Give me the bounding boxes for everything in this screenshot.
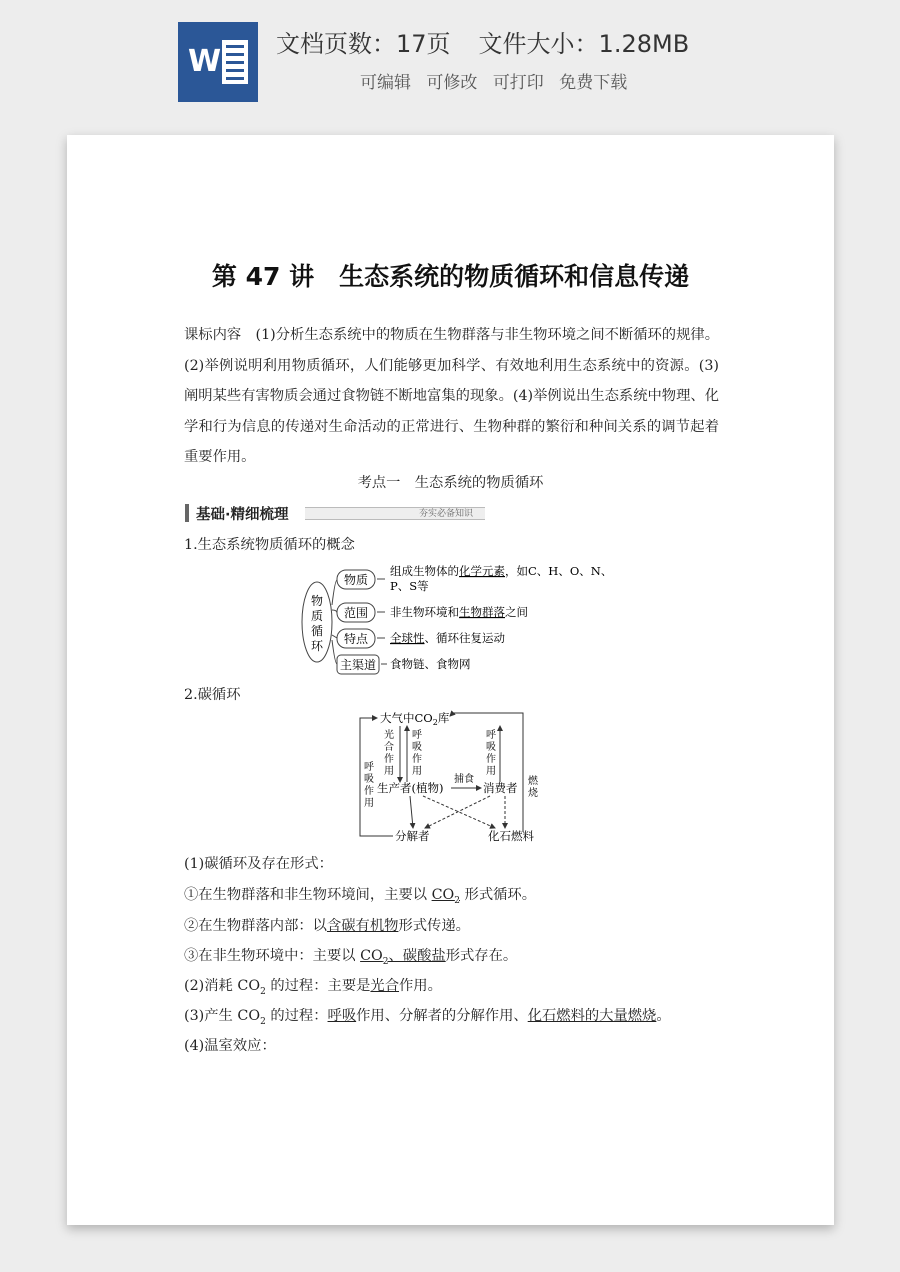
atmosphere-co2: 大气中$CO_2$库 bbox=[380, 711, 450, 727]
bar-label: 基础·精细梳理 bbox=[196, 507, 289, 523]
concept-center-char: 环 bbox=[310, 639, 324, 653]
curriculum-standard: 课标内容 (1)分析生态系统中的物质在生物群落与非生物环境之间不断循环的规律。(2)举例说明利用物质循环，人们能够更加科学、有效地利用生态系统中的资源。(3)阐明某些有害物质会通过食物链不断地富集的现象。(4)举例说出生态系统中物理、化学和行为信息的传递对生命活动的正常进行、生物种群的繁衍和种间关系的调节起着重要作用。 bbox=[184, 327, 719, 465]
heading-concept: 1.生态系统物质循环的概念 bbox=[184, 537, 355, 553]
label-respiration: 呼 bbox=[364, 762, 374, 773]
feature-free-download: 免费下载 bbox=[559, 73, 628, 93]
text-line: (1)碳循环及存在形式： bbox=[184, 856, 333, 872]
concept-connector bbox=[332, 580, 337, 664]
label-photosynthesis: 用 bbox=[384, 766, 394, 777]
text-line: ③在非生物环境中：主要以 $CO_2$、碳酸盐形式存在。 bbox=[184, 948, 518, 967]
concept-key: 特点 bbox=[343, 632, 369, 646]
concept-diagram bbox=[297, 560, 627, 685]
label-respiration: 作 bbox=[412, 754, 422, 765]
concept-center-char: 质 bbox=[310, 609, 324, 623]
feature-list bbox=[360, 68, 637, 93]
concept-key: 范围 bbox=[343, 606, 369, 620]
label-respiration: 用 bbox=[486, 766, 496, 777]
label-photosynthesis: 作 bbox=[384, 754, 394, 765]
concept-center-char: 物 bbox=[310, 594, 324, 608]
label-respiration: 作 bbox=[364, 786, 374, 797]
word-icon-lines bbox=[222, 40, 248, 84]
file-size: 文件大小：1.28MB bbox=[478, 30, 690, 58]
page-count: 文档页数：17页 bbox=[276, 30, 451, 58]
label-respiration: 用 bbox=[364, 798, 374, 809]
label-respiration: 呼 bbox=[486, 730, 496, 741]
text-line: ①在生物群落和非生物环境间，主要以 $CO_2$ 形式循环。 bbox=[184, 887, 537, 906]
label-respiration: 吸 bbox=[412, 742, 422, 753]
carbon-cycle-diagram bbox=[355, 710, 555, 845]
label-respiration: 呼 bbox=[412, 730, 422, 741]
feature-modifiable: 可修改 bbox=[426, 73, 478, 93]
label-burning: 燃 bbox=[528, 776, 538, 787]
label-photosynthesis: 合 bbox=[384, 742, 394, 753]
consumer: 消费者 bbox=[483, 781, 518, 795]
section-bar bbox=[185, 502, 485, 524]
text-line: ②在生物群落内部：以含碳有机物形式传递。 bbox=[184, 918, 470, 934]
text-line: (4)温室效应： bbox=[184, 1038, 276, 1054]
producer: 生产者(植物) bbox=[377, 781, 444, 795]
text-line: (3)产生 $CO_2$ 的过程：呼吸作用、分解者的分解作用、化石燃料的大量燃烧。 bbox=[184, 1008, 671, 1027]
concept-center-char: 循 bbox=[310, 624, 324, 638]
label-respiration: 作 bbox=[486, 754, 496, 765]
arrow-producer-decomposer bbox=[410, 796, 413, 828]
section-title: 考点一 生态系统的物质循环 bbox=[357, 475, 544, 491]
document-page bbox=[67, 135, 834, 1225]
bar-mark bbox=[185, 504, 189, 522]
feature-printable: 可打印 bbox=[492, 73, 544, 93]
download-header bbox=[0, 0, 900, 125]
concept-desc: 食物链、食物网 bbox=[390, 657, 471, 671]
label-respiration: 吸 bbox=[486, 742, 496, 753]
word-icon-letter: W bbox=[188, 44, 222, 79]
label-burning: 烧 bbox=[528, 788, 538, 799]
concept-desc: 全球性、循环往复运动 bbox=[390, 631, 505, 645]
concept-key: 主渠道 bbox=[339, 658, 377, 672]
heading-carbon: 2.碳循环 bbox=[184, 687, 241, 703]
word-icon bbox=[178, 22, 258, 102]
concept-desc: 组成生物体的化学元素，如C、H、O、N、 bbox=[390, 564, 613, 578]
bar-tag: 夯实必备知识 bbox=[305, 507, 485, 520]
doc-meta bbox=[276, 24, 717, 59]
page-title: 第 47 讲 生态系统的物质循环和信息传递 bbox=[211, 262, 690, 291]
fossil-fuel: 化石燃料 bbox=[488, 829, 534, 843]
concept-key: 物质 bbox=[343, 573, 369, 587]
label-respiration: 用 bbox=[412, 766, 422, 777]
decomposer: 分解者 bbox=[395, 829, 430, 843]
text-line: (2)消耗 $CO_2$ 的过程：主要是光合作用。 bbox=[184, 978, 442, 997]
feature-editable: 可编辑 bbox=[360, 73, 411, 93]
label-photosynthesis: 光 bbox=[384, 730, 394, 741]
label-predation: 捕食 bbox=[454, 774, 474, 785]
label-respiration: 吸 bbox=[364, 774, 374, 785]
concept-desc: 非生物环境和生物群落之间 bbox=[390, 605, 528, 619]
concept-desc: P、S等 bbox=[390, 579, 429, 593]
